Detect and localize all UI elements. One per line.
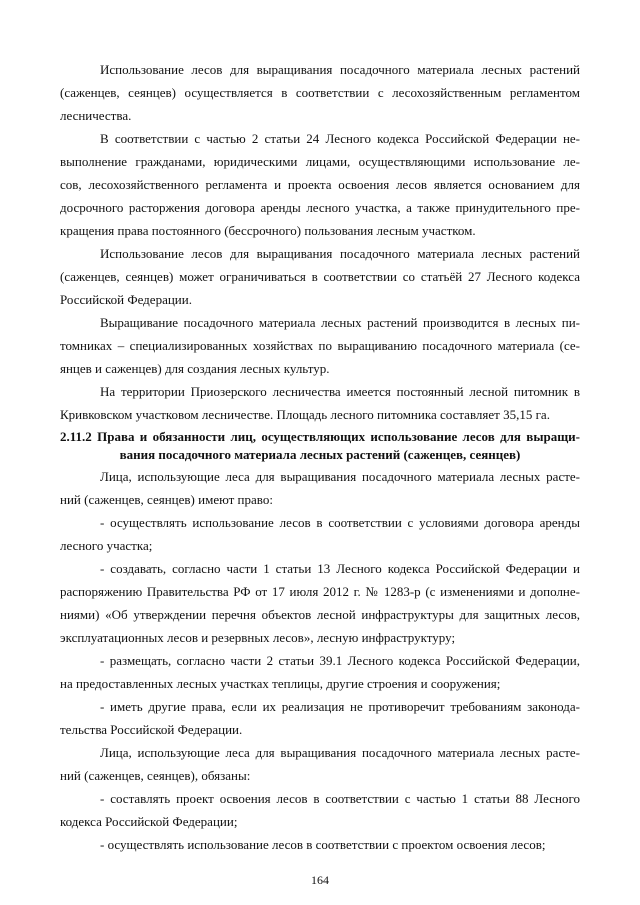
list-item: лесного участка; <box>60 538 153 553</box>
list-item: тельства Российской Федерации. <box>60 722 243 737</box>
text-line: На территории Приозерского лесничества имеется постоянный лесной питомник в <box>100 384 580 399</box>
text-line: ний (саженцев, сеянцев) имеют право: <box>60 492 273 507</box>
list-item: - создавать, согласно части 1 статьи 13 Лесного кодекса Российской Федерации и <box>100 561 580 576</box>
list-item: ниями) «Об утверждении перечня объектов лесной инфраструктуры для защитных лесов, <box>60 607 580 622</box>
text-line: Российской Федерации. <box>60 292 192 307</box>
text-line: (саженцев, сеянцев) может ограничиваться в соответствии со статьёй 27 Лесного кодекса <box>60 269 580 284</box>
text-line: кращения права постоянного (бессрочного) пользования лесным участком. <box>60 223 476 238</box>
text-line: Лица, использующие леса для выращивания посадочного материала лесных расте- <box>100 469 580 484</box>
list-item: кодекса Российской Федерации; <box>60 814 238 829</box>
text-line: Использование лесов для выращивания посадочного материала лесных растений <box>100 246 580 261</box>
list-item: на предоставленных лесных участках теплицы, другие строения и сооружения; <box>60 676 501 691</box>
list-item: - размещать, согласно части 2 статьи 39.1 Лесного кодекса Российской Федерации, <box>100 653 580 668</box>
text-line: Лица, использующие леса для выращивания посадочного материала лесных расте- <box>100 745 580 760</box>
text-line: Кривковском участковом лесничестве. Площадь лесного питомника составляет 35,15 га. <box>60 407 550 422</box>
list-item: распоряжению Правительства РФ от 17 июля 2012 г. № 1283-р (с изменениями и дополне- <box>60 584 580 599</box>
list-item: - иметь другие права, если их реализация не противоречит требованиям законода- <box>100 699 580 714</box>
text-line: ний (саженцев, сеянцев), обязаны: <box>60 768 251 783</box>
text-line: Использование лесов для выращивания посадочного материала лесных растений <box>100 62 580 77</box>
section-heading: вания посадочного материала лесных растений (саженцев, сеянцев) <box>119 447 521 462</box>
page-number: 164 <box>311 873 329 887</box>
text-line: лесничества. <box>60 108 132 123</box>
text-line: В соответствии с частью 2 статьи 24 Лесного кодекса Российской Федерации не- <box>100 131 580 146</box>
text-line: томниках – специализированных хозяйствах по выращиванию посадочного материала (се- <box>60 338 580 353</box>
text-line: выполнение гражданами, юридическими лицами, осуществляющими использование ле- <box>60 154 580 169</box>
list-item: эксплуатационных лесов и резервных лесов», лесную инфраструктуру; <box>60 630 456 645</box>
list-item: - осуществлять использование лесов в соответствии с проектом освоения лесов; <box>100 837 546 852</box>
text-line: (саженцев, сеянцев) осуществляется в соответствии с лесохозяйственным регламентом <box>60 85 580 100</box>
text-line: янцев и саженцев) для создания лесных культур. <box>60 361 330 376</box>
text-line: Выращивание посадочного материала лесных растений производится в лесных пи- <box>100 315 580 330</box>
text-line: сов, лесохозяйственного регламента и проекта освоения лесов является основанием для <box>60 177 580 192</box>
text-line: досрочного расторжения договора аренды лесного участка, а также принудительного пре- <box>60 200 580 215</box>
list-item: - осуществлять использование лесов в соответствии с условиями договора аренды <box>100 515 580 530</box>
section-heading: 2.11.2 Права и обязанности лиц, осуществляющих использование лесов для выращи- <box>60 429 580 444</box>
list-item: - составлять проект освоения лесов в соответствии с частью 1 статьи 88 Лесного <box>100 791 580 806</box>
